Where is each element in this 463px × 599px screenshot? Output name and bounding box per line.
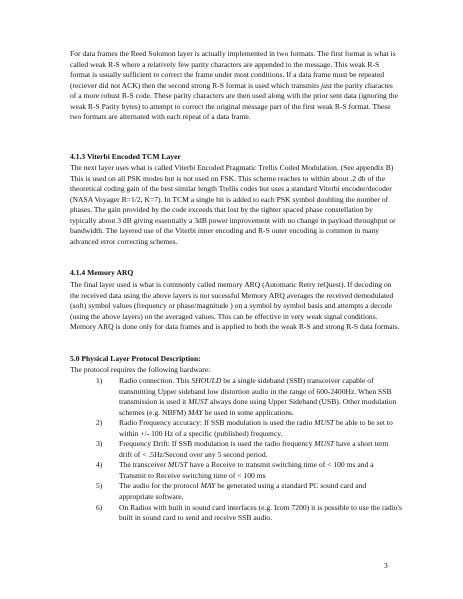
- section-intro-5-0: The protocol requires the following hardware:: [70, 365, 211, 374]
- list-item-number: 4): [96, 460, 103, 470]
- list-item-emphasis: MUST: [188, 397, 209, 407]
- list-item-emphasis: MAY: [187, 407, 203, 417]
- list-item: [96, 460, 402, 481]
- intro-text-end: the parity charactes of a more robust R-S code. These parity characters are then used along with the prior sent data (ignoring the weak R-S Parity bytes) to attempt to correct the original message part of the first weak R-S format. These two formats are alternated with each repeat of a data frame.: [70, 80, 398, 122]
- section-heading-4-1-4: 4.1.4 Memory ARQ: [70, 268, 134, 277]
- intro-text: For data frames the Reed Solomon layer is actually implemented in two formats. The first format is what is called weak R-S where a relatively few parity characters are appended to the message. This weak R-S format is usually sufficient to correct the frame under most conditions. If a data frame must be repeated (reciever did not ACK) then the second strong R-S format is used which transmits: [70, 49, 396, 90]
- list-item-text: be generated using a standard PC sound card and appropriate software.: [119, 481, 367, 502]
- section-heading-4-1-3: 4.1.3 Viterbi Encoded TCM Layer: [70, 152, 181, 161]
- section-body-4-1-3: The next layer uses what is called Viterbi Encoded Pragmatic Trellis Coded Modulation. (See appendix B) This is used on all PSK modes but is not used on FSK. This scheme reaches to within about .2 db of the theoretical coding gain of the best similar length Trellis codes but uses a standard Viterbi encoder/decoder (NASA Voyager R=1/2, K=7). In TCM a single bit is added to each PSK symbol doubling the number of phases. The gain provided by the code exceeds that lost by the tighter spaced phase constellation by typically about 3 dB giving essentially a 3dB power improvement with no change in payload throughput or bandwidth. The layered use of the Viterbi inner encoding and R-S outer encoding is common in many advanced error correcting schemes.: [70, 163, 396, 246]
- list-item-number: 5): [96, 481, 103, 491]
- list-item-text: be used in some applications.: [202, 407, 294, 417]
- list-item-text: be able to be set to within +/- 100 Hz of a specific (published) frequency.: [119, 418, 393, 438]
- list-item-emphasis: MAY: [200, 481, 216, 491]
- section-heading-5-0: 5.0 Physical Layer Protocol Description:: [70, 354, 201, 363]
- hardware-requirements-list: [96, 376, 402, 524]
- list-item-number: 1): [96, 376, 103, 385]
- list-item-number: 2): [96, 418, 103, 428]
- intro-emphasis: just: [320, 80, 332, 90]
- list-item-text: The audio for the protocol: [119, 481, 201, 491]
- list-item: [96, 439, 402, 460]
- list-item-number: 3): [96, 439, 103, 449]
- list-item-emphasis: MUST: [314, 439, 335, 449]
- list-item-text: be a single sideband (SSB) transceiver capable of transmitting Upper sideband low distortion audio in the range of 600-2400Hz. When SSB transmission is used it: [119, 376, 392, 407]
- list-item-emphasis: MUST: [314, 418, 335, 428]
- list-item-text: Radio Frequency accuracy: If SSB modulation is used the radio: [119, 418, 315, 428]
- list-item-text: have a short term drift of < .5Hz/Second over any 5 second period.: [119, 439, 389, 459]
- list-item-emphasis: SHOULD: [191, 376, 222, 385]
- list-item: [96, 481, 402, 502]
- list-item-number: 6): [96, 502, 103, 512]
- list-item-text: always done using Upper Sideband (USB). Other modulation schemes (e.g. NBFM): [119, 397, 397, 417]
- list-item-text: The transceiver: [119, 460, 168, 470]
- list-item-text: Frequency Drift: If SSB modulation is used the radio frequency: [119, 439, 315, 449]
- list-item-text: Radio connection. This: [119, 376, 192, 385]
- list-item: [96, 418, 402, 439]
- list-item: [96, 376, 402, 418]
- page-number: 3: [384, 561, 388, 570]
- intro-paragraph: [70, 49, 400, 123]
- section-body-4-1-4: The final layer used is what is commonly called memory ARQ (Automatic Retry reQuest). If decoding on the received data using the above layers is not sucessful Memory ARQ averages the received demodulated (soft) symbol values (frequency or phase/magnitude ) on a symbol by symbol basis and attempts a decode (using the above layers) on the averaged values. This can be effective in very weak signal conditions. Memory ARQ is done only for data frames and is applied to both the weak R-S and strong R-S data formats.: [70, 280, 400, 332]
- list-item-emphasis: MUST: [167, 460, 188, 470]
- list-item-text: On Radios with built in sound card interfaces (e.g. Icom 7200) it is possible to use the radio's built in sound card to send and receive SSB audio.: [119, 502, 402, 523]
- list-item: [96, 503, 402, 524]
- list-item-text: have a Receive to transmit switching time of < 100 ms and a Transmit to Receive switching time of < 100 ms: [119, 460, 374, 480]
